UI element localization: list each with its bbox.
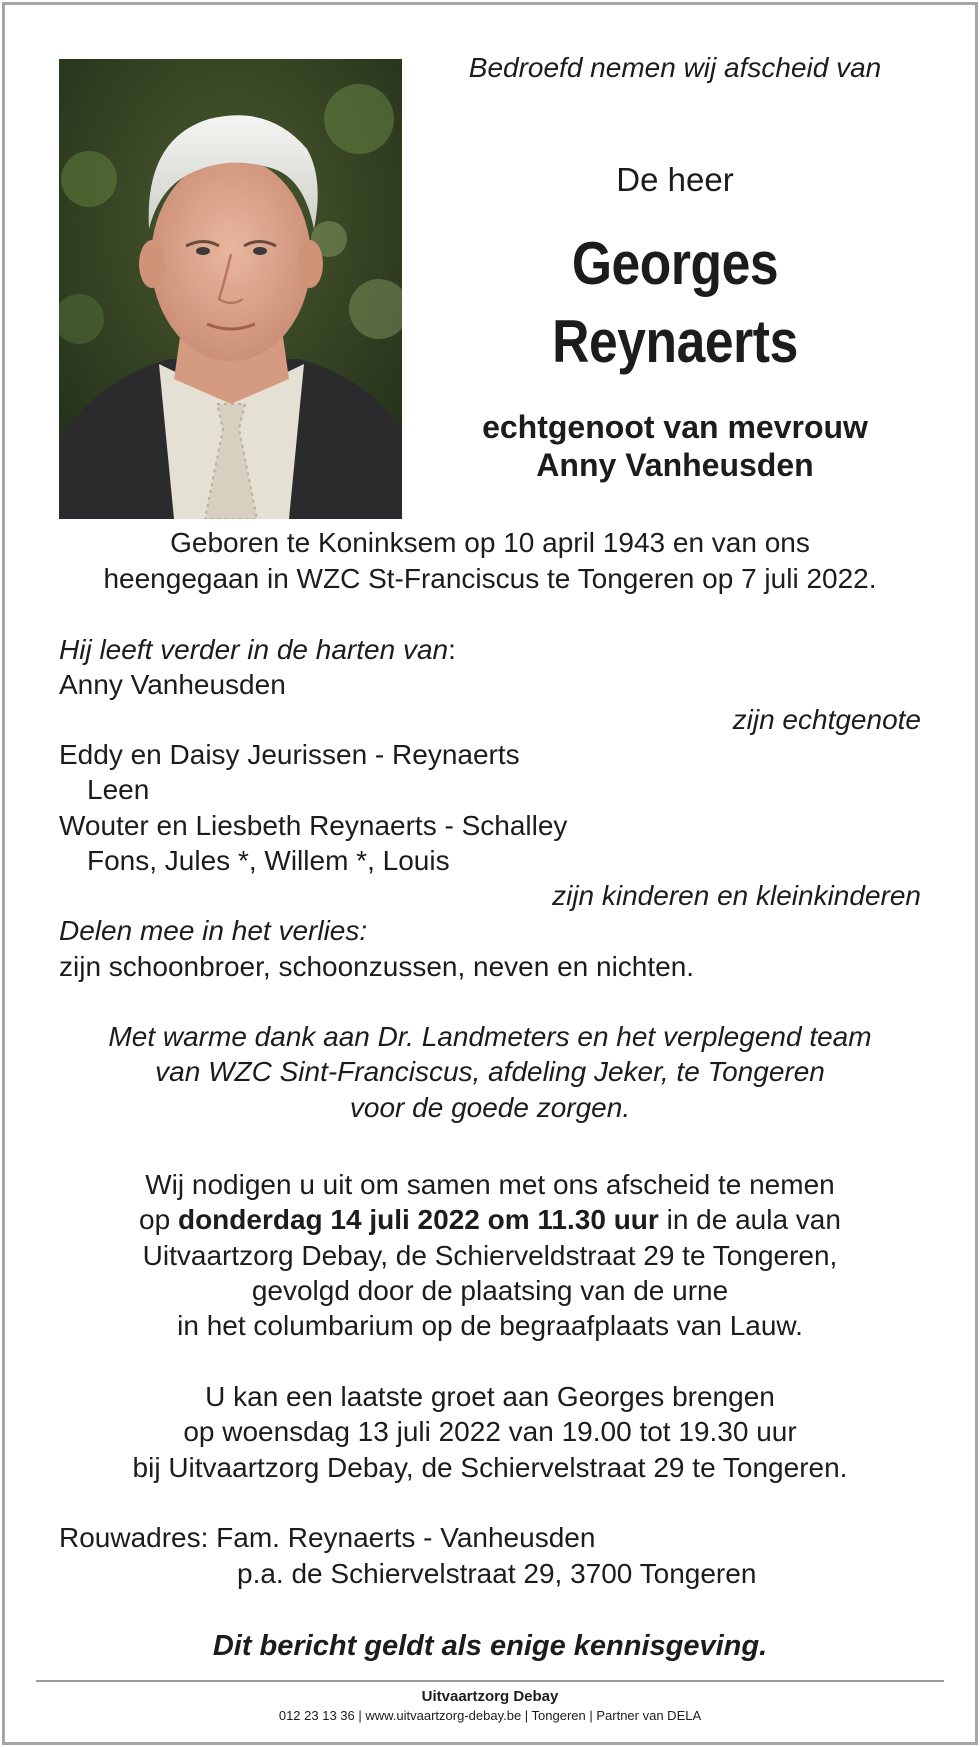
family-spouse: Anny Vanheusden: [59, 669, 286, 700]
thanks-line-2: van WZC Sint-Franciscus, afdeling Jeker, te Tongeren: [155, 1056, 825, 1087]
family-grandchild-1: Leen: [87, 774, 150, 805]
family-heading: [59, 632, 919, 667]
share-heading: Delen mee in het verlies:: [59, 915, 368, 946]
ceremony-line-3: Uitvaartzorg Debay, de Schierveldstraat 29 te Tongeren,: [142, 1240, 838, 1271]
family-children-role: zijn kinderen en kleinkinderen: [552, 880, 921, 911]
footer-contact: 012 23 13 36 | www.uitvaartzorg-debay.be | Tongeren | Partner van DELA: [278, 1708, 702, 1723]
spouse-line-2: Anny Vanheusden: [536, 447, 814, 483]
mourning-address-line-2: p.a. de Schiervelstraat 29, 3700 Tongeren: [237, 1558, 757, 1589]
intro-text: Bedroefd nemen wij afscheid van: [468, 52, 882, 83]
ceremony-line-5: in het columbarium op de begraafplaats van Lauw.: [177, 1310, 803, 1341]
family-grandchild-2: Fons, Jules *, Willem *, Louis: [87, 845, 450, 876]
family-heading-text: Hij leeft verder in de harten van: [59, 634, 449, 665]
share-text: zijn schoonbroer, schoonzussen, neven en nichten.: [59, 951, 695, 982]
footer-divider: [36, 1680, 944, 1682]
family-child-2: Wouter en Liesbeth Reynaerts - Schalley: [59, 810, 568, 841]
visit-line-2: op woensdag 13 juli 2022 van 19.00 tot 19.30 uur: [183, 1416, 797, 1447]
family-spouse-role: zijn echtgenote: [732, 704, 921, 735]
thanks-line-3: voor de goede zorgen.: [349, 1092, 631, 1123]
ceremony-line-2-pre: op: [139, 1204, 178, 1235]
family-heading-colon: :: [448, 634, 456, 665]
birth-line-1: Geboren te Koninksem op 10 april 1943 en van ons: [170, 527, 810, 558]
ceremony-line-1: Wij nodigen u uit om samen met ons afscheid te nemen: [145, 1169, 835, 1200]
deceased-first-name: Georges: [571, 230, 779, 297]
deceased-last-name: Reynaerts: [552, 308, 798, 375]
salutation: De heer: [616, 161, 734, 198]
footer-company: Uitvaartzorg Debay: [421, 1688, 559, 1705]
thanks-line-1: Met warme dank aan Dr. Landmeters en het verplegend team: [108, 1021, 872, 1052]
visit-line-1: U kan een laatste groet aan Georges brengen: [205, 1381, 775, 1412]
spouse-line-1: echtgenoot van mevrouw: [482, 409, 868, 445]
visit-line-3: bij Uitvaartzorg Debay, de Schiervelstraat 29 te Tongeren.: [132, 1452, 848, 1483]
ceremony-line-2-post: in de aula van: [658, 1204, 841, 1235]
mourning-address-line-1: Rouwadres: Fam. Reynaerts - Vanheusden: [59, 1522, 596, 1553]
ceremony-line-4: gevolgd door de plaatsing van de urne: [251, 1275, 729, 1306]
closing-statement: Dit bericht geldt als enige kennisgeving.: [212, 1630, 768, 1662]
birth-line-2: heengegaan in WZC St-Franciscus te Tongeren op 7 juli 2022.: [103, 563, 877, 594]
ceremony-line-2: [40, 1202, 940, 1237]
portrait-photo: [59, 59, 402, 519]
ceremony-datetime: donderdag 14 juli 2022 om 11.30 uur: [177, 1204, 659, 1235]
family-child-1: Eddy en Daisy Jeurissen - Reynaerts: [59, 739, 520, 770]
